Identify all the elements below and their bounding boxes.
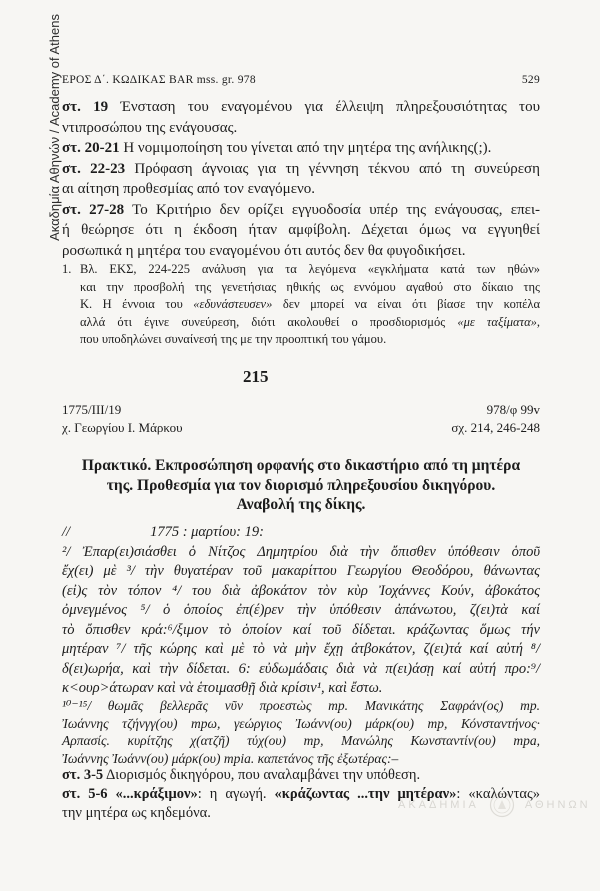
document-transcription xyxy=(62,523,540,699)
line-reference: στ. 27-28 xyxy=(62,201,125,218)
note-text: ροσωπικά η μητέρα του εναγομένου ότι αυτός δεν θα φυγοδικήσει. xyxy=(62,242,466,259)
footnote-text: δεν μπορεί να είναι ότι βίασε την κοπέλα xyxy=(282,297,541,311)
transcription-line: ὀμνεγμένος ⁵/ ὁ ὁποίος ἐπ(έ)ρεν τὴν ὑπόθεσιν ἀπάνωτου, ζ(ει)τὰ καί xyxy=(62,602,540,618)
footnote-text: που υποδηλώνει συναίνεσή της με την προοπτική του γάμου. xyxy=(80,332,387,346)
transcription-opening-line xyxy=(62,523,540,543)
document-folio: 978/φ 99v xyxy=(486,402,540,417)
footnote-number: 1. xyxy=(62,262,72,276)
footnote-text: αλλά ότι έγινε συνεύρεση, διότι ακολουθεί ο προσδιορισμός xyxy=(80,314,446,329)
document-cross-reference: σχ. 214, 246-248 xyxy=(451,420,540,435)
note-line xyxy=(62,118,540,139)
note-text: ντιπροσώπου της ενάγουσας. xyxy=(62,119,238,136)
note-text: Ένσταση του εναγομένου για έλλειψη πληρεξουσιότητας του xyxy=(120,99,541,115)
commentary-text: : «καλώντας» xyxy=(456,786,540,802)
note-text: ή θεώρησε ότι η έκδοση ήταν αμφίβολη. Δέχεται όμως να εγγυηθεί xyxy=(62,222,540,238)
note-line xyxy=(62,200,540,221)
opening-date: 1775 : μαρτίου: 19: xyxy=(150,524,264,540)
footnote-text: Βλ. ΕΚΣ, 224-225 ανάλυση για τα λεγόμενα «εγκλήματα κατά των ηθών» xyxy=(80,262,540,276)
previous-document-notes xyxy=(62,97,540,261)
line-reference: στ. 5-6 «...κράξιμον» xyxy=(62,786,198,802)
document-number: 215 xyxy=(243,367,269,386)
metadata-row xyxy=(62,401,540,419)
transcription-line: κ<ουρ>άτωραν καὶ νὰ ἑτοιμασθῇ διὰ κρίσιν¹, καὶ ἔστω. xyxy=(62,680,383,696)
stamp-text-left: ΑΚΑΔΗΜΙΑ xyxy=(398,799,479,811)
footnote-line xyxy=(62,261,540,279)
signature-line: Αρπασίς. κυρίτζης χ(ατζῆ) τύχ(ου) mp, Μανώλης Κωνσταντίν(ου) mpa, xyxy=(62,733,540,748)
line-commentary xyxy=(62,766,540,823)
note-text: Η νομιμοποίηση του γίνεται από την μητέρα της ανήλικης(;). xyxy=(123,140,492,156)
commentary-line xyxy=(62,785,540,804)
academy-vertical-watermark: Ακαδημία Αθηνών / Academy of Athens xyxy=(47,14,62,241)
signature-line: Ἰωάννης τζήνγγ(ου) mpω, γεώργιος Ἰωάνν(ου) μάρκ(ου) mp, Κόνσταντήνος· xyxy=(62,715,540,731)
commentary-text: Διορισμός δικηγόρου, που αναλαμβάνει την υπόθεση. xyxy=(105,767,421,783)
footnote xyxy=(62,261,541,349)
title-line: της. Προθεσμία για τον διορισμό πληρεξουσίου δικηγόρου. xyxy=(106,476,496,494)
note-text: αι αίτηση προθεσμίας από τον εναγόμενο. xyxy=(62,181,316,197)
line-reference: στ. 20-21 xyxy=(62,140,120,156)
transcription-line: ²/ Ἐπαρ(ει)σιάσθει ὁ Νίτζος Δημητρίου διὰ τὴν ὄπισθεν ὑπόθεσιν ὁποῦ xyxy=(62,543,540,560)
note-line xyxy=(62,220,540,241)
metadata-row xyxy=(62,419,540,437)
line-reference: στ. 19 xyxy=(62,99,109,115)
footnote-line xyxy=(80,314,540,332)
commentary-line xyxy=(62,804,540,823)
document-metadata xyxy=(62,401,540,437)
stamp-text-right: ΑΘΗΝΩΝ xyxy=(524,799,591,811)
signature-line: Ἰωάννης Ἰωάνν(ου) μάρκ(ου) mpia. καπετάνος τῆς ἐξωτέρας:– xyxy=(62,750,399,766)
quoted-phrase: «κράζωντας ...την μητέραν» xyxy=(274,786,457,802)
signatures-block xyxy=(62,697,540,767)
title-line: Αναβολή της δίκης. xyxy=(236,496,366,513)
line-reference: στ. 22-23 xyxy=(62,160,126,177)
running-title: ΕΡΟΣ Δ΄. ΚΩΔΙΚΑΣ BAR mss. gr. 978 xyxy=(62,74,256,86)
transcription-line: δ(ει)ωρήα, καὶ τὴν δίδεται. 6: εὐδωμάδαις διὰ νὰ π(ει)άσῃ καί αὐτή προ:⁹/ xyxy=(62,660,540,677)
note-text: Πρόφαση άγνοιας για τη γέννηση τέκνου από τη συνεύρεση xyxy=(134,160,540,177)
footnote-text: και την προσβολή της γενετήσιας ηθικής ως εννόμου αγαθού στο δίκαιο της xyxy=(80,279,540,294)
commentary-text: : η αγωγή. xyxy=(197,786,267,802)
line-reference: στ. 3-5 xyxy=(62,767,104,783)
title-line: Πρακτικό. Εκπροσώπηση ορφανής στο δικαστήριο από τη μητέρα xyxy=(81,457,521,474)
transcription-line: (εἰ)ς τὸν τόπον ⁴/ του διὰ ἀβοκάτον τὸν κὺρ Ἰοχάννες Κούν, ἀβοκάτος xyxy=(62,582,540,599)
footnote-line xyxy=(80,279,540,297)
footnote-quoted-term: «με ταξίματα» xyxy=(457,314,537,329)
signature-line: ¹⁰⁻¹⁵/ θωμᾶς βελλερᾶς νῦν προεστὼς mp. Μανικάτης Σαφράν(ος) mp. xyxy=(62,698,540,713)
document-date: 1775/III/19 xyxy=(62,402,122,417)
commentary-text: την μητέρα ως κηδεμόνα. xyxy=(62,805,211,821)
commentary-line xyxy=(62,766,540,785)
document-source: χ. Γεωργίου Ι. Μάρκου xyxy=(62,420,183,435)
document-title xyxy=(62,456,540,515)
footnote-line xyxy=(80,296,540,314)
running-header xyxy=(62,72,540,88)
note-line xyxy=(62,97,540,118)
note-line xyxy=(62,138,540,159)
opening-mark: // xyxy=(62,524,71,540)
footnote-quoted-term: «εδυνάστευσεν» xyxy=(193,297,273,311)
page-number: 529 xyxy=(521,74,540,86)
transcription-line: μητέραν ⁷/ τῆς κώρης καὶ μὲ τὸ νὰ μὴν ἔχῃ ἀτβοκάτον, ζ(ει)τά καί αὐτή ⁸/ xyxy=(62,641,540,657)
transcription-line: τὸ ὄπισθεν κρά:⁶/ξιμον τὸ ὁποίον καί τοῦ δίδεται. κράζωντας ὅμως τήν xyxy=(62,621,540,638)
note-line xyxy=(62,241,540,262)
footnote-line xyxy=(80,331,540,349)
note-line xyxy=(62,159,540,180)
footnote-text: , xyxy=(536,314,541,329)
transcription-line: ἔχ(ει) μὲ ³/ τὴν θυγατέραν τοῦ μακαρίττου Γεωργίου Θεοδόρου, θάνωντας xyxy=(62,563,540,579)
footnote-text: Κ. Η έννοια του xyxy=(80,297,183,311)
note-text: Το Κριτήριο δεν ορίζει εγγυοδοσία υπέρ της ενάγουσας, επει- xyxy=(132,201,540,218)
note-line xyxy=(62,179,540,200)
